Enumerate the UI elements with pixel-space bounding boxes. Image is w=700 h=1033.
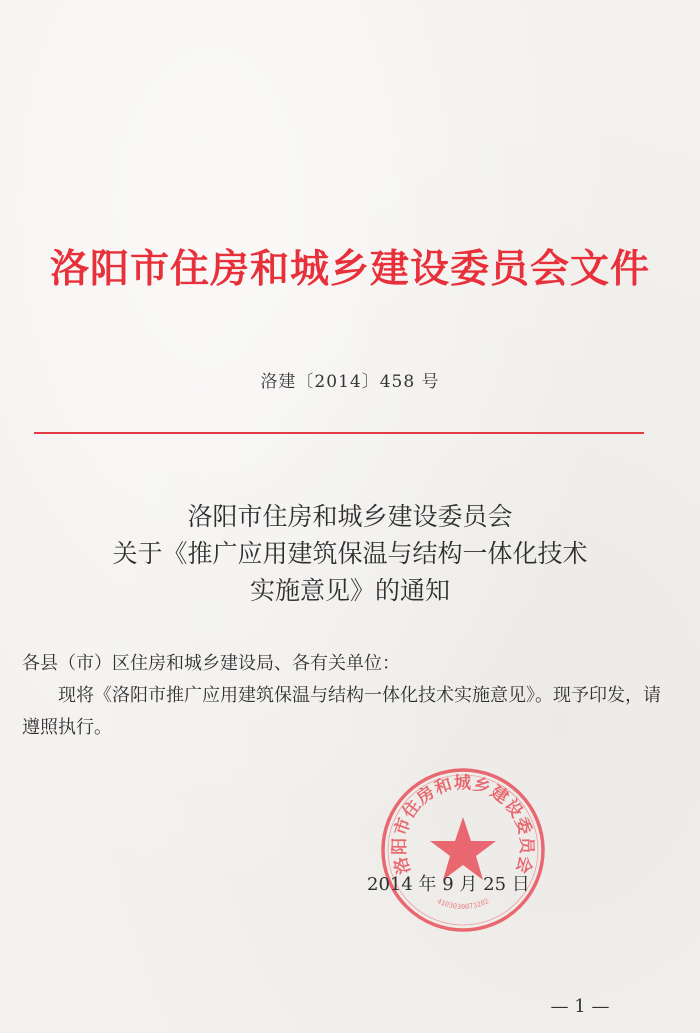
salutation: 各县（市）区住房和城乡建设局、各有关单位： bbox=[22, 653, 400, 674]
title-line-2: 关于《推广应用建筑保温与结构一体化技术 bbox=[112, 539, 588, 568]
official-seal-icon bbox=[378, 765, 548, 935]
issue-date: 2014 年 9 月 25 日 bbox=[367, 874, 530, 895]
red-divider bbox=[34, 432, 644, 434]
svg-text:4103030073202 bbox=[436, 897, 491, 911]
page-number: — 1 — bbox=[550, 996, 610, 1017]
seal-text: 洛阳市住房和城乡建设委员会 bbox=[389, 773, 537, 877]
issuer-header: 洛阳市住房和城乡建设委员会文件 bbox=[49, 247, 650, 292]
seal-serial: 4103030073202 bbox=[435, 897, 491, 911]
document-body bbox=[22, 648, 672, 744]
document-number: 洛建〔2014〕458 号 bbox=[260, 372, 440, 392]
title-line-1: 洛阳市住房和城乡建设委员会 bbox=[187, 502, 513, 531]
body-paragraph: 现将《洛阳市推广应用建筑保温与结构一体化技术实施意见》。现予印发，请遵照执行。 bbox=[22, 685, 661, 738]
document-title bbox=[0, 498, 700, 609]
title-line-3: 实施意见》的通知 bbox=[249, 576, 450, 605]
